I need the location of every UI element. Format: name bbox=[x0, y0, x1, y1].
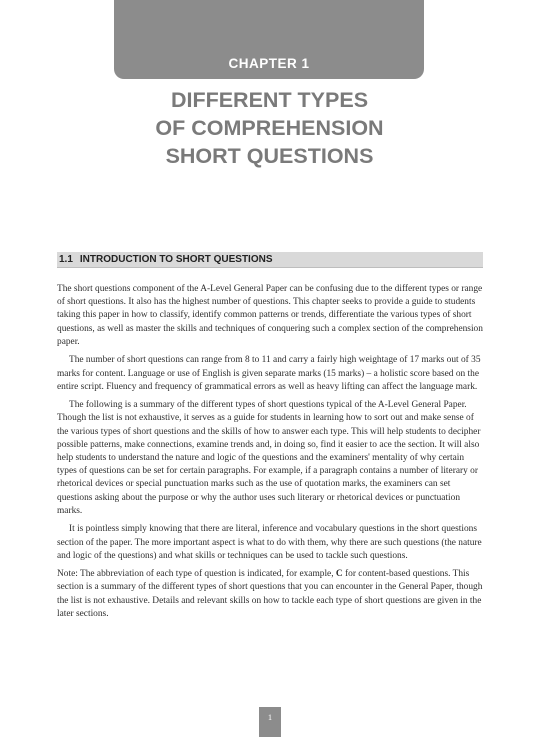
section-title: INTRODUCTION TO SHORT QUESTIONS bbox=[79, 254, 273, 265]
note-text-start: Note: The abbreviation of each type of question is indicated, for example, bbox=[57, 569, 336, 580]
section-number: 1.1 bbox=[59, 254, 73, 265]
chapter-tab bbox=[114, 0, 424, 79]
page-number-tab bbox=[259, 707, 281, 737]
paragraph: The following is a summary of the different types of short questions typical of the A-Level General Paper. Though the list is not exhaustive, it serves as a guide for students in learning how to sort out and make sense of the various types of short questions and the skills of how to answer each type. This will help students to decipher possible patterns, make connections, examine trends and, in doing so, find it easier to ace the section. It will also help students to understand the nature and logic of the questions and the examiners' mentality of why certain types of questions can be set for certain paragraphs. For example, if a paragraph contains a number of literary or rhetorical devices or special punctuation marks such as the use of quotation marks, the examiners can set questions asking about the purpose or why the author uses such literary or rhetorical devices or punctuation marks. bbox=[57, 400, 481, 516]
chapter-title bbox=[0, 86, 539, 170]
section-heading-bar bbox=[57, 252, 483, 268]
paragraph: The short questions component of the A-Level General Paper can be confusing due to the different types or range of short questions. It also has the highest number of questions. This chapter seeks to provide a guide to students taking this paper in how to classify, identify common patterns or trends, differentiate the various types of short questions, as well as master the skills and techniques of conquering such a complex section of the comprehension paper. bbox=[57, 284, 483, 347]
chapter-title-line: OF COMPREHENSION bbox=[155, 116, 384, 140]
chapter-label: CHAPTER 1 bbox=[228, 56, 310, 71]
note-text-end: for content-based questions. This section is a summary of the different types of short questions that you can encounter in the General Paper, though the list is not exhaustive. Details and relevant skills on how to tackle each type of short questions are given in the later sections. bbox=[57, 569, 483, 619]
page-number: 1 bbox=[267, 712, 273, 722]
chapter-title-line: DIFFERENT TYPES bbox=[170, 88, 369, 112]
chapter-title-line: SHORT QUESTIONS bbox=[165, 144, 374, 168]
body-text bbox=[57, 283, 483, 626]
note-abbreviation: C bbox=[335, 569, 343, 580]
paragraph: It is pointless simply knowing that there are literal, inference and vocabulary questions in the short questions section of the paper. The more important aspect is what to do with them, why there are such questions (the nature and logic of the questions) and what skills or techniques can be used to tackle such questions. bbox=[57, 524, 482, 561]
note-paragraph bbox=[57, 568, 483, 621]
section-heading bbox=[57, 254, 273, 265]
paragraph: The number of short questions can range from 8 to 11 and carry a fairly high weightage of 17 marks out of 35 marks for content. Language or use of English is given separate marks (15 marks) – a holistic score based on the entire script. Fluency and frequency of grammatical errors as well as heavy lifting can affect the language mark. bbox=[57, 355, 481, 392]
